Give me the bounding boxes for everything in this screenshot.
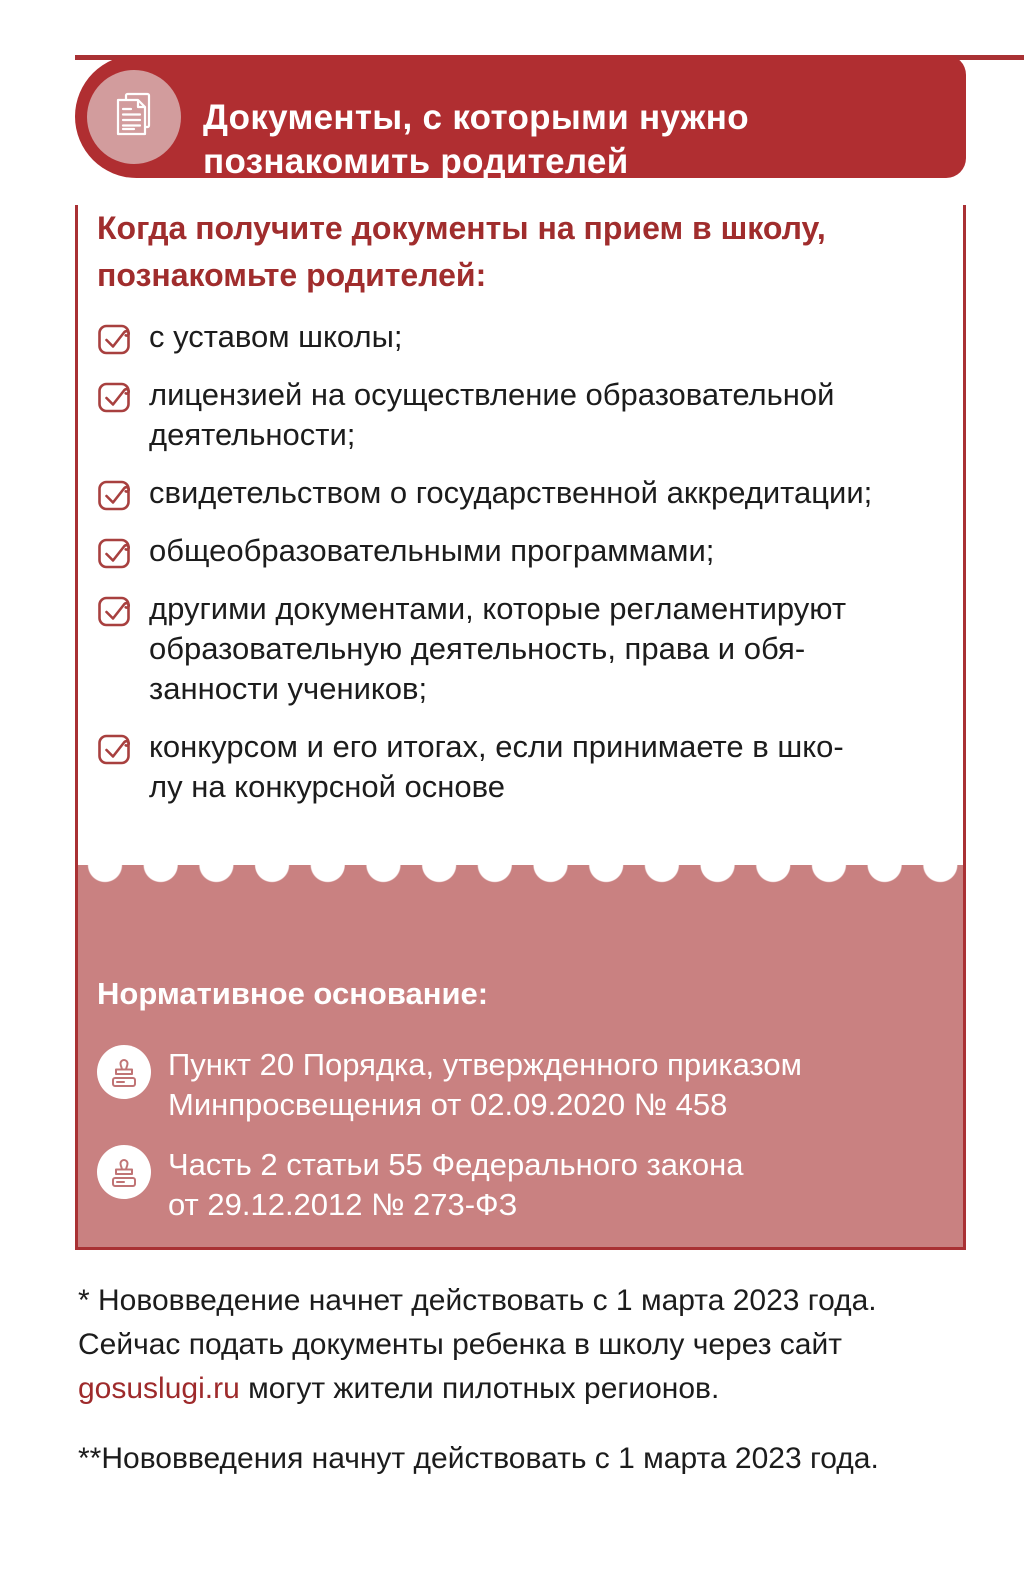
legal-basis-content bbox=[78, 885, 963, 1247]
legal-line: Часть 2 статьи 55 Федерального закона bbox=[168, 1147, 744, 1182]
checklist-item-text bbox=[149, 473, 872, 513]
checklist-item bbox=[97, 531, 947, 571]
checkbox-check-icon bbox=[97, 319, 135, 357]
footnotes bbox=[78, 1279, 964, 1481]
footnote-line: * Нововведение начнет действовать с 1 марта 2023 года. bbox=[78, 1284, 877, 1317]
checklist-item-text bbox=[149, 727, 844, 807]
stamp-icon bbox=[97, 1145, 151, 1199]
checklist-item-text bbox=[149, 375, 834, 455]
checklist-line: общеобразовательными программами; bbox=[149, 533, 715, 568]
legal-basis-item bbox=[97, 1145, 943, 1225]
checklist-item-text bbox=[149, 317, 402, 357]
legal-basis-item bbox=[97, 1045, 943, 1125]
gosuslugi-link[interactable]: gosuslugi.ru bbox=[78, 1372, 240, 1405]
page-title-line: познакомить родителей bbox=[203, 141, 629, 181]
checklist-line: лу на конкурсной основе bbox=[149, 769, 506, 804]
footnote-line bbox=[78, 1367, 964, 1411]
legal-basis-item-text bbox=[168, 1145, 743, 1225]
checklist-line: деятельности; bbox=[149, 417, 356, 452]
footnote-line: Сейчас подать документы ребенка в школу через сайт bbox=[78, 1328, 842, 1361]
footnote-link-tail: могут жители пилотных регионов. bbox=[239, 1372, 720, 1405]
checklist bbox=[97, 317, 947, 807]
footnote-first bbox=[78, 1279, 964, 1411]
intro-heading bbox=[97, 205, 943, 299]
checklist-line: другими документами, которые регламентируют bbox=[149, 591, 847, 626]
intro-heading-line: познакомьте родителей: bbox=[97, 257, 487, 293]
legal-basis-section bbox=[78, 865, 963, 1247]
checklist-item bbox=[97, 473, 947, 513]
footnote-line: **Нововведения начнут действовать с 1 марта 2023 года. bbox=[78, 1442, 879, 1475]
checklist-item bbox=[97, 375, 947, 455]
stamp-icon bbox=[97, 1045, 151, 1099]
footnote-second bbox=[78, 1437, 964, 1481]
checklist-line: свидетельством о государственной аккредитации; bbox=[149, 475, 873, 510]
intro-heading-line: Когда получите документы на прием в школу, bbox=[97, 210, 826, 246]
checklist-item-text bbox=[149, 589, 846, 709]
legal-basis-item-text bbox=[168, 1045, 802, 1125]
legal-line: от 29.12.2012 № 273-ФЗ bbox=[168, 1187, 518, 1222]
checklist-item bbox=[97, 727, 947, 807]
card-body bbox=[75, 205, 966, 1250]
checklist-line: занности учеников; bbox=[149, 671, 428, 706]
page-title-line: Документы, с которыми нужно bbox=[203, 97, 749, 137]
checkbox-check-icon bbox=[97, 377, 135, 415]
card-header bbox=[75, 55, 966, 181]
checklist-line: с уставом школы; bbox=[149, 319, 403, 354]
checkbox-check-icon bbox=[97, 729, 135, 767]
legal-basis-heading: Нормативное основание: bbox=[97, 976, 489, 1011]
checklist-item bbox=[97, 317, 947, 357]
checklist-line: образовательную деятельность, права и обя- bbox=[149, 631, 806, 666]
legal-line: Минпросвещения от 02.09.2020 № 458 bbox=[168, 1087, 728, 1122]
checklist-line: конкурсом и его итогах, если принимаете в шко- bbox=[149, 729, 844, 764]
checkbox-check-icon bbox=[97, 591, 135, 629]
scalloped-edge bbox=[78, 865, 963, 885]
info-card bbox=[75, 55, 966, 1250]
checkbox-check-icon bbox=[97, 475, 135, 513]
page-title bbox=[203, 96, 749, 184]
checkbox-check-icon bbox=[97, 533, 135, 571]
checklist-item-text bbox=[149, 531, 714, 571]
legal-line: Пункт 20 Порядка, утвержденного приказом bbox=[168, 1047, 802, 1082]
checklist-line: лицензией на осуществление образовательной bbox=[149, 377, 835, 412]
header-badge bbox=[87, 70, 181, 164]
checklist-item bbox=[97, 589, 947, 709]
documents-icon bbox=[105, 85, 163, 148]
